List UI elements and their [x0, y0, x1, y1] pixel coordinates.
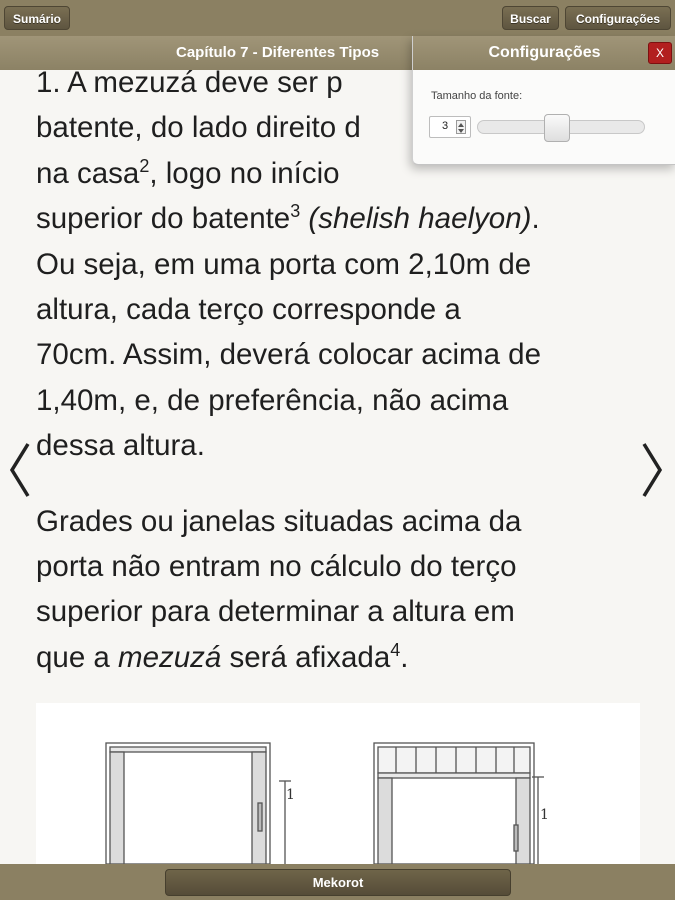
text-line: .	[400, 640, 409, 674]
chevron-left-icon	[4, 440, 34, 500]
paragraph-2	[36, 499, 646, 681]
text-line: , logo no início	[149, 156, 340, 190]
text-line: superior do batente	[36, 202, 291, 236]
close-settings-button[interactable]: X	[648, 42, 672, 64]
search-button[interactable]: Buscar	[502, 6, 559, 30]
text-line: na casa	[36, 156, 140, 190]
previous-page-button[interactable]	[4, 440, 34, 500]
stepper-arrows-icon[interactable]	[456, 120, 466, 134]
font-size-stepper[interactable]	[429, 116, 471, 138]
next-page-button[interactable]	[638, 440, 668, 500]
settings-button[interactable]: Configurações	[565, 6, 671, 30]
font-size-value: 3	[442, 120, 449, 132]
mezuza-term: mezuzá	[118, 640, 222, 674]
text-line: .	[531, 202, 540, 236]
hebrew-term: (shelish haelyon)	[300, 202, 532, 236]
text-line: batente, do lado direito d	[36, 111, 361, 145]
settings-popup-title: Configurações	[413, 36, 675, 70]
slider-thumb[interactable]	[544, 114, 570, 142]
footnote-ref[interactable]: 2	[139, 155, 150, 176]
footnote-ref[interactable]: 3	[290, 201, 301, 222]
font-size-slider[interactable]	[477, 120, 645, 134]
text-line: altura, cada terço corresponde a	[36, 293, 461, 327]
mekorot-button[interactable]: Mekorot	[165, 869, 511, 896]
bottom-toolbar	[0, 864, 675, 900]
settings-popup	[412, 36, 675, 165]
chapter-title: Capítulo 7 - Diferentes Tipos	[176, 44, 380, 61]
font-size-label: Tamanho da fonte:	[431, 90, 523, 102]
summary-button[interactable]: Sumário	[4, 6, 70, 30]
chevron-right-icon	[638, 440, 668, 500]
text-line: 70cm. Assim, deverá colocar acima de	[36, 338, 541, 372]
text-line: que a	[36, 640, 119, 674]
top-toolbar	[0, 0, 675, 36]
text-line: Grades ou janelas situadas acima da	[36, 504, 522, 538]
partial-top-line: 1. A mezuzá deve ser p	[36, 70, 343, 99]
text-line: será afixada	[221, 640, 391, 674]
up-down-arrows-icon	[457, 122, 465, 134]
text-line: Ou seja, em uma porta com 2,10m de	[36, 247, 532, 281]
height-label: 1	[286, 787, 295, 803]
door-diagram	[36, 703, 640, 864]
text-line: 1,40m, e, de preferência, não acima	[36, 383, 509, 417]
footnote-ref[interactable]: 4	[390, 639, 401, 660]
text-line: porta não entram no cálculo do terço	[36, 550, 517, 584]
text-line: superior para determinar a altura em	[36, 595, 515, 629]
text-line: dessa altura.	[36, 429, 205, 463]
door-illustration	[36, 703, 640, 864]
height-label: 1	[540, 807, 549, 823]
